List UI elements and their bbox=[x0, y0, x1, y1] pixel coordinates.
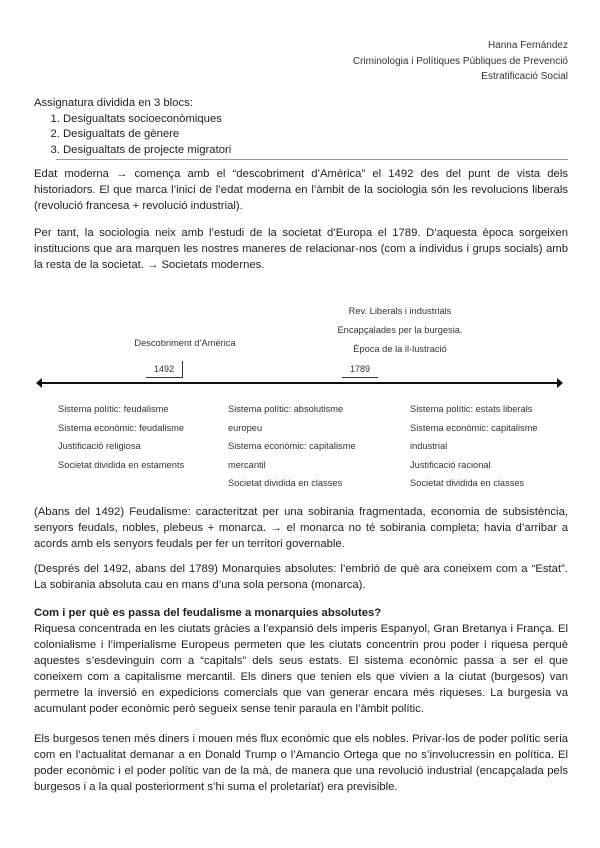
event2-line: Encapçalades per la burgesia. bbox=[337, 325, 463, 335]
list-item: 1. Desigualtats socioeconòmiques bbox=[63, 112, 231, 128]
divider bbox=[56, 159, 568, 160]
document-header bbox=[353, 38, 568, 85]
paragraph-riquesa: Riquesa concentrada en les ciutats gràcies a l’expansió dels imperis Espanyol, Gran Bretanya i França. El colonialisme i l’imperialisme Europeus permeten que les ciutats concentrin prou poder i riquesa perquè aquestes s’esdevinguin com a “capitals” dels seus estats. El sistema econòmic passa a ser el que coneixem com a capitalisme mercantil. Els diners que tenien els que vivien a la ciutat (burgesos) van permetre la inversió en expedicions comercials que van generar encara més riqueses. La burgesia va acumulant poder econòmic però segueix sense tenir paraula en l’àmbit polític. bbox=[34, 623, 568, 715]
timeline-column-absolutism bbox=[228, 400, 356, 493]
column-item: mercantil bbox=[228, 459, 266, 470]
event1-label: Descobriment d’Amèrica bbox=[134, 338, 236, 348]
event2-year: 1789 bbox=[342, 361, 378, 378]
column-item: Societat dividida en classes bbox=[228, 478, 343, 488]
intro-section bbox=[34, 96, 231, 158]
timeline-column-liberal bbox=[410, 400, 538, 493]
paragraph-abans: (Abans del 1492) Feudalisme: caracteritzat per una sobirania fragmentada, economia de subsistència, senyors feudals, nobles, plebeus + monarca. → el monarca no té sobirania completa; havia d’arribar a acords amb els senyors feudals per fer un territori governable. bbox=[34, 506, 568, 550]
author-name: Hanna Fernández bbox=[487, 40, 568, 51]
column-item: Sistema polític: feudalisme bbox=[58, 404, 169, 414]
column-item: Societat dividida en classes bbox=[410, 478, 525, 488]
paragraph-edat-moderna: Edat moderna → comença amb el “descobriment d’Amèrica” el 1492 des del punt de vista dels historiadors. El que marca l’inici de l’edat moderna en l’àmbit de la sociologia són les revolucions liberals (revolució francesa + revolució industrial). bbox=[34, 168, 568, 212]
event2-label bbox=[300, 302, 500, 359]
paragraph-despres: (Després del 1492, abans del 1789) Monarquies absolutes: l’embrió de què ara coneixem com a “Estat”. La sobirania absoluta cau en mans d’una sola persona (monarca). bbox=[34, 563, 568, 591]
timeline-axis bbox=[40, 382, 560, 384]
arrow-left-icon bbox=[36, 378, 42, 388]
event2-line: Rev. Liberals i industrials bbox=[348, 306, 452, 316]
subject-name: Estratificació Social bbox=[481, 71, 568, 82]
blocks-list bbox=[34, 112, 231, 159]
list-item: 3. Desigualtats de projecte migratori bbox=[63, 143, 231, 159]
column-item: Sistema econòmic: capitalisme bbox=[228, 441, 356, 451]
section-question: Com i per què es passa del feudalisme a monarquies absolutes? bbox=[34, 607, 382, 619]
paragraph-burgesos: Els burgesos tenen més diners i mouen més flux econòmic que els nobles. Privar-los de poder polític seria com en l’actualitat demanar a en Donald Trump o l’Amancio Ortega que no s’involucressin en política. El poder econòmic i el poder polític van de la mà, de manera que una revolució industrial (encapçalada pels burgesos i a la qual posteriorment s’hi suma el proletariat) era previsible. bbox=[34, 733, 568, 793]
column-item: Sistema econòmic: capitalisme bbox=[410, 422, 538, 433]
column-item: Sistema polític: absolutisme bbox=[228, 404, 344, 414]
event2-line: Època de la il·lustració bbox=[353, 344, 447, 354]
arrow-right-icon bbox=[557, 378, 563, 388]
column-item: Sistema polític: estats liberals bbox=[410, 404, 533, 414]
column-item: Sistema econòmic: feudalisme bbox=[58, 422, 185, 433]
event1-year: 1492 bbox=[146, 361, 183, 378]
column-item: Societat dividida en estaments bbox=[58, 459, 185, 470]
column-item: europeu bbox=[228, 422, 263, 433]
timeline-column-feudalism bbox=[58, 400, 184, 474]
degree-name: Criminologia i Polítiques Públiques de Prevenció bbox=[352, 55, 568, 67]
paragraph-per-tant: Per tant, la sociologia neix amb l’estudi de la societat d’Europa el 1789. D’aquesta època sorgeixen institucions que ara marquen les nostres maneres de relacionar-nos (com a individus i grups socials) amb la resta de la societat. → Societats modernes. bbox=[34, 227, 568, 271]
list-item: 2. Desigualtats de gènere bbox=[63, 127, 231, 143]
column-item: Justificació racional bbox=[410, 459, 491, 470]
column-item: industrial bbox=[410, 441, 448, 451]
intro-lead: Assignatura dividida en 3 blocs: bbox=[34, 97, 193, 109]
column-item: Justificació religiosa bbox=[58, 441, 141, 451]
